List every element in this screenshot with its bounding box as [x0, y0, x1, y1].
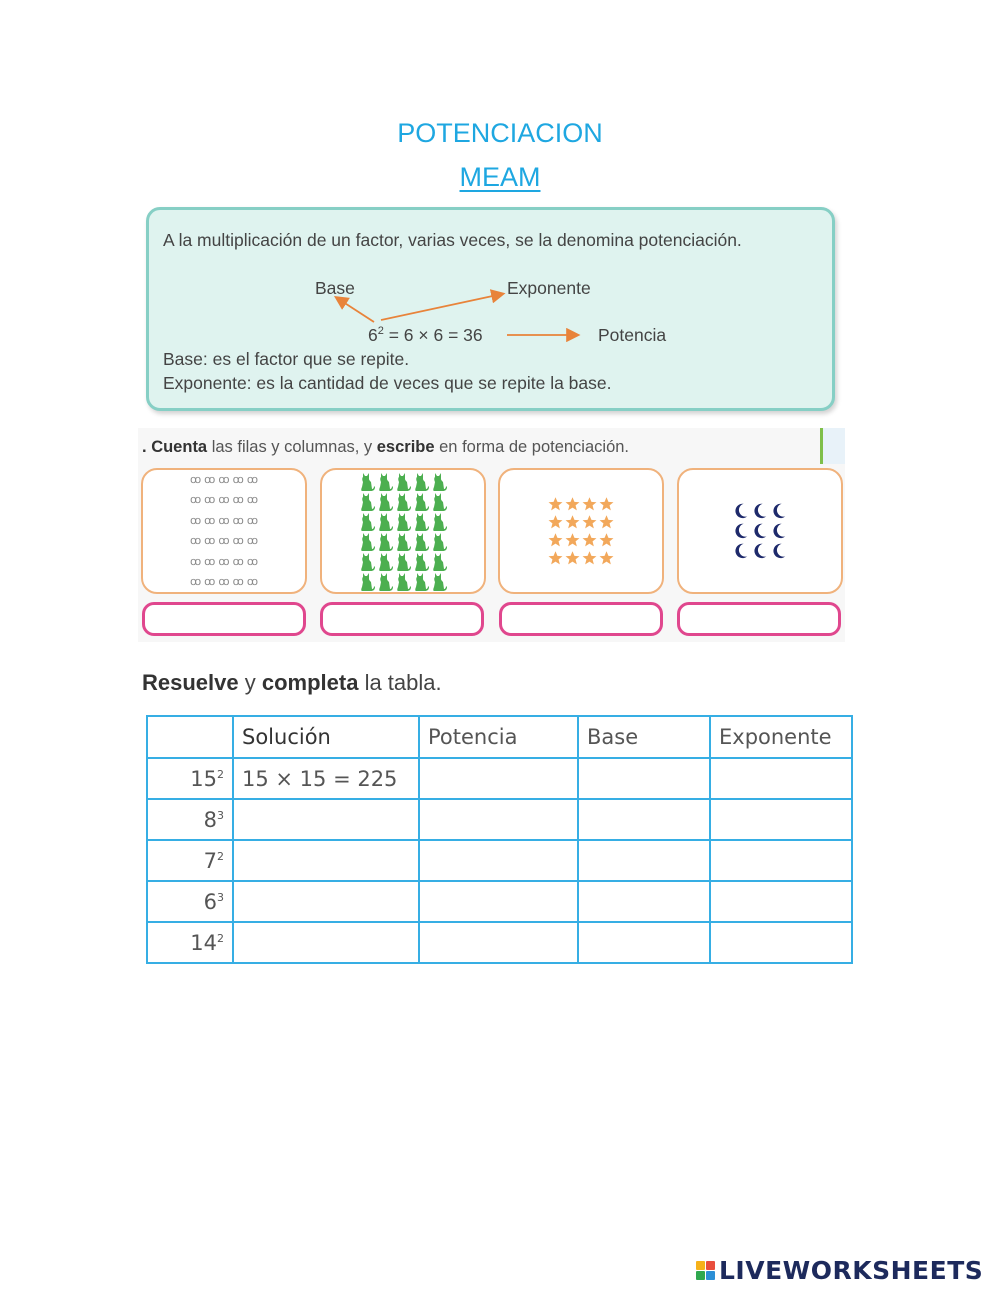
header-base: Base — [578, 716, 710, 758]
icon-row — [358, 491, 448, 511]
cat-icon — [378, 551, 393, 571]
moon-icon — [770, 521, 788, 541]
base-arrow — [337, 298, 374, 322]
card-moons — [677, 468, 843, 594]
star-icon — [599, 495, 614, 513]
cat-icon — [414, 511, 429, 531]
power-cell[interactable] — [419, 922, 578, 963]
bicycle-icon: ꝏ — [246, 576, 259, 588]
icon-row — [188, 572, 259, 593]
cat-icon — [414, 531, 429, 551]
bicycle-icon: ꝏ — [246, 473, 259, 486]
bicycle-icon: ꝏ — [246, 535, 259, 547]
power-label: Potencia — [598, 325, 667, 345]
power-cell[interactable] — [419, 799, 578, 840]
card-stars — [498, 468, 664, 594]
icon-row — [358, 571, 448, 591]
bicycle-icon: ꝏ — [204, 576, 216, 588]
cat-icon — [378, 511, 393, 531]
equation-base: 6 — [368, 325, 378, 345]
star-icon — [548, 495, 563, 513]
star-icon — [582, 495, 597, 513]
page-title: POTENCIACION — [397, 118, 603, 148]
page-subtitle-link[interactable]: MEAM — [459, 162, 541, 192]
exponent-cell[interactable] — [710, 922, 852, 963]
logo-block — [706, 1271, 715, 1280]
base-cell[interactable] — [578, 922, 710, 963]
cat-icon — [414, 551, 429, 571]
moon-icon — [770, 541, 788, 561]
cat-icon — [360, 551, 375, 571]
exponent-cell[interactable] — [710, 881, 852, 922]
star-icon — [565, 549, 580, 567]
bicycle-icon: ꝏ — [232, 555, 244, 568]
count-exercise — [138, 428, 845, 642]
bicycle-icon: ꝏ — [246, 494, 259, 506]
power-cell[interactable] — [419, 881, 578, 922]
table-instruction: Resuelve y completa la tabla. — [142, 670, 442, 695]
table-header-row — [147, 716, 852, 758]
base-cell[interactable] — [578, 758, 710, 799]
moon-icon — [751, 521, 769, 541]
corner-decoration — [820, 428, 845, 464]
moon-icon — [751, 541, 769, 561]
equation-exponent: 2 — [377, 325, 384, 338]
row-power-label: $8^3$ — [147, 799, 233, 840]
icon-row — [547, 495, 615, 513]
cat-icon — [432, 551, 447, 571]
card-bicycles — [141, 468, 307, 594]
cat-icon — [396, 491, 411, 511]
equation-rest: = 6 × 6 = 36 — [383, 325, 483, 345]
liveworksheets-logo — [696, 1256, 983, 1285]
cat-icon — [396, 551, 411, 571]
bicycle-icon: ꝏ — [189, 473, 202, 486]
logo-block — [696, 1261, 705, 1270]
bicycle-icon: ꝏ — [232, 473, 244, 486]
bicycle-icon: ꝏ — [204, 494, 216, 506]
moon-icon — [732, 501, 750, 521]
icon-row — [358, 551, 448, 571]
table-row — [147, 881, 852, 922]
row-power-label: $14^2$ — [147, 922, 233, 963]
bicycle-icon: ꝏ — [204, 535, 216, 547]
star-icon — [582, 549, 597, 567]
solution-cell[interactable] — [233, 799, 419, 840]
cat-icon — [360, 511, 375, 531]
icon-row — [732, 521, 789, 541]
solution-cell: 15 × 15 = 225 — [233, 758, 419, 799]
cat-icon — [432, 531, 447, 551]
header-empty — [147, 716, 233, 758]
star-icon — [548, 549, 563, 567]
power-table — [146, 715, 853, 964]
row-power-label: $7^2$ — [147, 840, 233, 881]
table-row — [147, 758, 852, 799]
base-cell[interactable] — [578, 799, 710, 840]
icon-row — [732, 541, 789, 561]
bicycle-icon: ꝏ — [204, 555, 216, 568]
card-cats — [320, 468, 486, 594]
bicycle-icon: ꝏ — [232, 514, 244, 527]
icon-row — [188, 511, 259, 532]
table-row — [147, 922, 852, 963]
icon-row — [188, 490, 259, 511]
example-equation — [368, 325, 483, 346]
star-icon — [565, 513, 580, 531]
bicycle-icon: ꝏ — [189, 576, 202, 588]
icon-row — [547, 513, 615, 531]
definition-intro: A la multiplicación de un factor, varias veces, se la denomina potenciación. — [163, 230, 742, 250]
solution-cell[interactable] — [233, 922, 419, 963]
cat-icon — [432, 511, 447, 531]
star-icon — [582, 513, 597, 531]
base-cell[interactable] — [578, 881, 710, 922]
logo-block — [696, 1271, 705, 1280]
bicycle-icon: ꝏ — [218, 535, 230, 547]
moon-icon — [732, 521, 750, 541]
bicycle-icon: ꝏ — [189, 535, 202, 547]
bicycle-icon: ꝏ — [246, 514, 259, 527]
bicycle-icon: ꝏ — [218, 494, 230, 506]
count-instruction: . Cuenta las filas y columnas, y escribe en forma de potenciación. — [142, 438, 630, 456]
star-icon — [565, 531, 580, 549]
answer-input-3[interactable] — [499, 602, 663, 636]
star-icon — [565, 495, 580, 513]
cat-icon — [378, 491, 393, 511]
bicycle-icon: ꝏ — [189, 514, 202, 527]
star-icon — [599, 513, 614, 531]
icon-row — [188, 531, 259, 552]
cat-icon — [378, 571, 393, 591]
cat-icon — [360, 571, 375, 591]
exponent-arrow — [381, 294, 502, 320]
table-row — [147, 840, 852, 881]
cat-icon — [360, 531, 375, 551]
logo-text: LIVEWORKSHEETS — [719, 1256, 984, 1285]
logo-blocks-icon — [696, 1261, 715, 1280]
bicycle-icon: ꝏ — [189, 555, 202, 568]
cat-icon — [396, 471, 411, 491]
exponent-label: Exponente — [507, 278, 591, 298]
cat-icon — [432, 491, 447, 511]
cat-icon — [396, 511, 411, 531]
icon-row — [358, 471, 448, 491]
cat-icon — [414, 571, 429, 591]
icon-row — [188, 552, 259, 573]
bicycle-icon: ꝏ — [204, 514, 216, 527]
header-solution: Solución — [233, 716, 419, 758]
star-icon — [548, 513, 563, 531]
icon-row — [358, 511, 448, 531]
answer-input-2[interactable] — [320, 602, 484, 636]
header-exponent: Exponente — [710, 716, 852, 758]
power-cell[interactable] — [419, 840, 578, 881]
row-power-label: $6^3$ — [147, 881, 233, 922]
cat-icon — [414, 471, 429, 491]
cat-icon — [396, 571, 411, 591]
base-label: Base — [315, 278, 355, 298]
bicycle-icon: ꝏ — [232, 494, 244, 506]
bicycle-icon: ꝏ — [232, 535, 244, 547]
icon-row — [732, 501, 789, 521]
cat-icon — [378, 531, 393, 551]
icon-row — [547, 549, 615, 567]
moon-icon — [751, 501, 769, 521]
solution-cell[interactable] — [233, 840, 419, 881]
star-icon — [548, 531, 563, 549]
icon-row — [358, 531, 448, 551]
icon-row — [188, 470, 259, 491]
exponent-cell[interactable] — [710, 840, 852, 881]
bicycle-icon: ꝏ — [232, 576, 244, 588]
cat-icon — [432, 571, 447, 591]
star-icon — [599, 531, 614, 549]
base-cell[interactable] — [578, 840, 710, 881]
moon-icon — [770, 501, 788, 521]
definition-box — [146, 207, 835, 411]
bicycle-icon: ꝏ — [218, 555, 230, 568]
logo-block — [706, 1261, 715, 1270]
answer-input-4[interactable] — [677, 602, 841, 636]
base-definition: Base: es el factor que se repite. — [163, 349, 410, 369]
bicycle-icon: ꝏ — [189, 494, 202, 506]
cat-icon — [360, 491, 375, 511]
moon-icon — [732, 541, 750, 561]
bicycle-icon: ꝏ — [246, 555, 259, 568]
cat-icon — [414, 491, 429, 511]
bicycle-icon: ꝏ — [218, 576, 230, 588]
bicycle-icon: ꝏ — [218, 473, 230, 486]
star-icon — [582, 531, 597, 549]
answer-input-1[interactable] — [142, 602, 306, 636]
header-power: Potencia — [419, 716, 578, 758]
exponent-cell[interactable] — [710, 799, 852, 840]
table-row — [147, 799, 852, 840]
icon-row — [547, 531, 615, 549]
row-power-label: $15^2$ — [147, 758, 233, 799]
cat-icon — [396, 531, 411, 551]
power-cell[interactable] — [419, 758, 578, 799]
star-icon — [599, 549, 614, 567]
cat-icon — [378, 471, 393, 491]
bicycle-icon: ꝏ — [218, 514, 230, 527]
exponent-cell[interactable] — [710, 758, 852, 799]
solution-cell[interactable] — [233, 881, 419, 922]
bicycle-icon: ꝏ — [204, 473, 216, 486]
cat-icon — [360, 471, 375, 491]
cat-icon — [432, 471, 447, 491]
exponent-definition: Exponente: es la cantidad de veces que se repite la base. — [163, 373, 612, 393]
